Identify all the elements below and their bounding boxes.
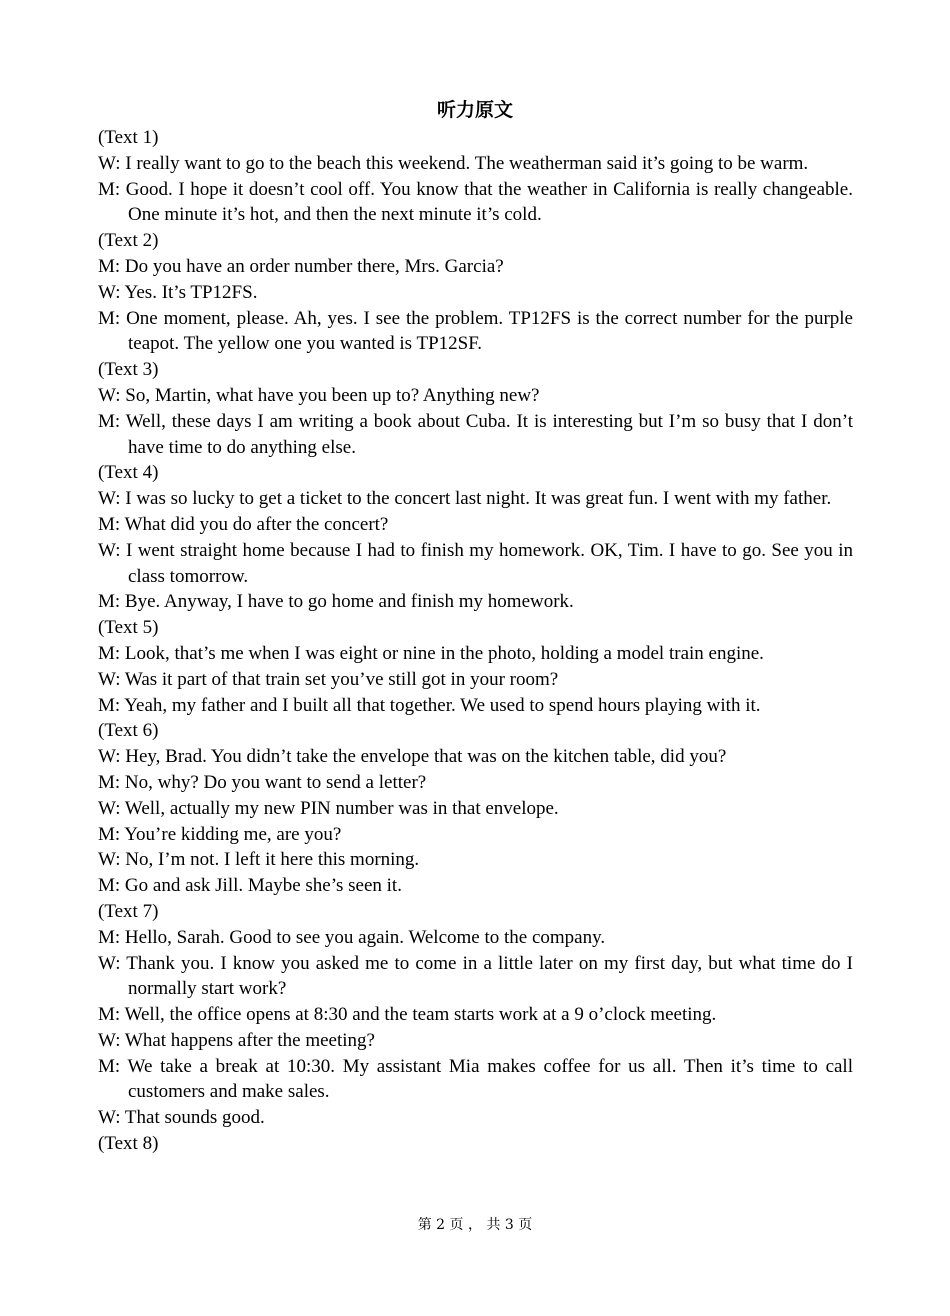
dialogue-line: M: One moment, please. Ah, yes. I see the problem. TP12FS is the correct number for the purple teapot. The yellow one you wanted is TP12SF.	[98, 307, 853, 355]
dialogue-block	[98, 460, 853, 615]
dialogue-line: M: What did you do after the concert?	[98, 513, 389, 535]
text-marker: (Text 8)	[98, 1133, 159, 1155]
text-marker: (Text 5)	[98, 617, 159, 639]
dialogue-line: W: So, Martin, what have you been up to? Anything new?	[98, 384, 540, 406]
dialogue-line: W: I went straight home because I had to finish my homework. OK, Tim. I have to go. See you in class tomorrow.	[98, 539, 853, 587]
dialogue-line: M: You’re kidding me, are you?	[98, 823, 342, 845]
dialogue-block	[98, 125, 853, 228]
dialogue-line: M: Bye. Anyway, I have to go home and finish my homework.	[98, 591, 574, 613]
text-marker: (Text 6)	[98, 720, 159, 742]
text-marker: (Text 7)	[98, 900, 159, 922]
dialogue-line: W: Well, actually my new PIN number was in that envelope.	[98, 797, 559, 819]
dialogue-line: M: Well, the office opens at 8:30 and the team starts work at a 9 o’clock meeting.	[98, 1004, 717, 1026]
dialogue-line: W: Thank you. I know you asked me to come in a little later on my first day, but what time do I normally start work?	[98, 952, 853, 1000]
dialogue-block	[98, 899, 853, 1131]
dialogue-line: M: Well, these days I am writing a book about Cuba. It is interesting but I’m so busy that I don’t have time to do anything else.	[98, 410, 853, 458]
dialogue-block	[98, 357, 853, 460]
dialogue-line: W: Hey, Brad. You didn’t take the envelope that was on the kitchen table, did you?	[98, 746, 727, 768]
dialogue-line: W: That sounds good.	[98, 1107, 265, 1129]
dialogue-line: M: Do you have an order number there, Mrs. Garcia?	[98, 255, 504, 277]
text-marker: (Text 1)	[98, 127, 159, 148]
dialogue-line: M: Look, that’s me when I was eight or nine in the photo, holding a model train engine.	[98, 642, 764, 664]
dialogue-line: W: No, I’m not. I left it here this morning.	[98, 849, 420, 871]
dialogue-line: M: No, why? Do you want to send a letter?	[98, 771, 427, 793]
text-marker: (Text 2)	[98, 230, 159, 252]
dialogue-block	[98, 228, 853, 357]
dialogue-line: M: We take a break at 10:30. My assistant Mia makes coffee for us all. Then it’s time to call customers and make sales.	[98, 1055, 853, 1103]
dialogue-block	[98, 615, 853, 718]
dialogue-line: M: Good. I hope it doesn’t cool off. You know that the weather in California is really changeable. One minute it’s hot, and then the next minute it’s cold.	[98, 178, 853, 226]
transcript-body	[98, 125, 853, 1157]
dialogue-line: W: What happens after the meeting?	[98, 1029, 375, 1051]
text-marker: (Text 4)	[98, 462, 159, 484]
text-marker: (Text 3)	[98, 359, 159, 381]
dialogue-line: W: Yes. It’s TP12FS.	[98, 281, 258, 303]
dialogue-block	[98, 718, 853, 899]
dialogue-line: M: Go and ask Jill. Maybe she’s seen it.	[98, 875, 402, 897]
dialogue-line: W: Was it part of that train set you’ve still got in your room?	[98, 668, 559, 690]
page-title: 听力原文	[436, 99, 513, 121]
dialogue-line: W: I was so lucky to get a ticket to the concert last night. It was great fun. I went with my father.	[98, 488, 832, 510]
dialogue-line: W: I really want to go to the beach this weekend. The weatherman said it’s going to be warm.	[98, 152, 809, 174]
dialogue-block	[98, 1131, 853, 1157]
dialogue-line: M: Hello, Sarah. Good to see you again. Welcome to the company.	[98, 926, 606, 948]
dialogue-line: M: Yeah, my father and I built all that together. We used to spend hours playing with it.	[98, 694, 761, 716]
page-footer: 第 2 页 ， 共 3 页	[417, 1217, 533, 1233]
